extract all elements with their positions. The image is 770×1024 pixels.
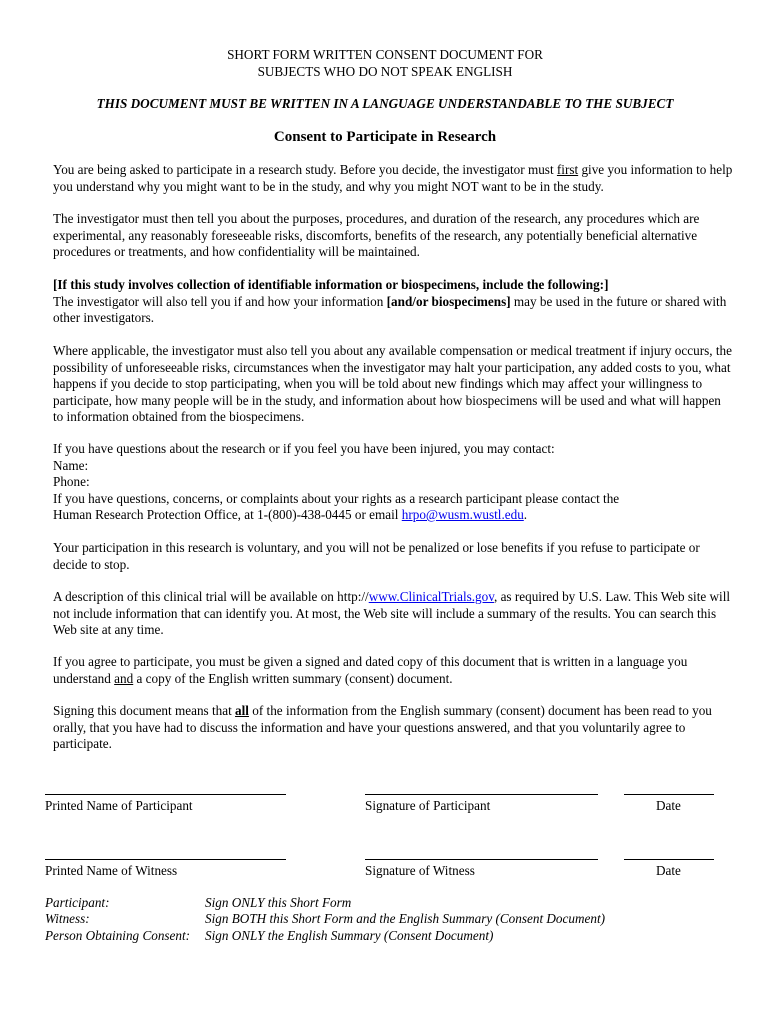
signature-participant-line[interactable] — [365, 794, 598, 795]
contact-intro: If you have questions about the research or if you feel you have been injured, you may contact: — [53, 441, 555, 456]
date-participant-line[interactable] — [624, 794, 714, 795]
contact-hrpo-text: Human Research Protection Office, at 1-(800)-438-0445 or email — [53, 507, 402, 522]
language-instruction: THIS DOCUMENT MUST BE WRITTEN IN A LANGUAGE UNDERSTANDABLE TO THE SUBJECT — [96, 96, 674, 111]
hrpo-email-link[interactable]: hrpo@wusm.wustl.edu — [401, 507, 524, 522]
biospecimens-heading: [If this study involves collection of identifiable information or biospecimens, include the following:] — [53, 277, 609, 292]
signing-text-a: Signing this document means that — [53, 703, 236, 718]
clinicaltrials-link[interactable]: www.ClinicalTrials.gov — [368, 589, 494, 604]
instruction-text-person-obtaining: Sign ONLY the English Summary (Consent Document) — [205, 928, 494, 943]
biospecimens-text-a: The investigator will also tell you if and how your information — [53, 293, 387, 309]
clinical-text-a: A description of this clinical trial will be available on http:// — [53, 589, 369, 604]
intro-text-b: give you information to help you understand why you might want to be in the study, and why you might NOT want to be in the study. — [53, 162, 733, 194]
contact-period: . — [523, 507, 528, 522]
contact-phone-label: Phone: — [53, 474, 90, 489]
instruction-role-participant: Participant: — [45, 895, 110, 910]
date-participant-label: Date — [656, 798, 681, 813]
paragraph-intro — [53, 162, 733, 195]
printed-witness-label: Printed Name of Witness — [45, 863, 178, 878]
instruction-role-person-obtaining: Person Obtaining Consent: — [45, 928, 191, 943]
copy-underlined-word: and — [114, 670, 134, 686]
signing-text-b: of the information from the English summary (consent) document has been read to you orally, that you have had to discuss the information and have your questions answered, and that you voluntarily agree to participate. — [53, 703, 712, 751]
printed-witness-line[interactable] — [45, 859, 286, 860]
paragraph-purposes: The investigator must then tell you about the purposes, procedures, and duration of the research, any procedures which are experimental, any reasonably foreseeable risks, discomforts, benefits of the research, any potentially beneficial alternative procedures or treatments, and how confidentiality will be maintained. — [53, 211, 700, 259]
biospecimens-bold: [and/or biospecimens] — [386, 293, 511, 309]
biospecimens-text-b: may be used in the future or shared with other investigators. — [53, 293, 727, 325]
instruction-text-witness: Sign BOTH this Short Form and the English Summary (Consent Document) — [205, 911, 605, 926]
signature-witness-label: Signature of Witness — [365, 863, 475, 878]
contact-name-label: Name: — [53, 457, 89, 473]
instruction-text-participant: Sign ONLY this Short Form — [205, 895, 352, 910]
signing-emphasis-word: all — [235, 703, 249, 718]
page-subtitle: Consent to Participate in Research — [273, 129, 497, 145]
printed-participant-label: Printed Name of Participant — [45, 798, 193, 813]
title-line-1: SHORT FORM WRITTEN CONSENT DOCUMENT FOR — [227, 47, 543, 62]
paragraph-biospecimens — [53, 277, 733, 327]
paragraph-contact — [53, 441, 733, 524]
title-line-2: SUBJECTS WHO DO NOT SPEAK ENGLISH — [257, 63, 513, 79]
signature-witness-line[interactable] — [365, 859, 598, 860]
copy-text-a: If you agree to participate, you must be given a signed and dated copy of this document that is written in a language you understand — [53, 654, 688, 686]
document-title — [0, 47, 770, 80]
instruction-role-witness: Witness: — [45, 911, 90, 926]
intro-text-a: You are being asked to participate in a research study. Before you decide, the investigator must — [53, 162, 557, 177]
copy-text-b: a copy of the English written summary (consent) document. — [133, 670, 453, 686]
contact-rights-text: If you have questions, concerns, or complaints about your rights as a research participant please contact the — [53, 490, 620, 506]
paragraph-copy — [53, 654, 733, 687]
signature-participant-label: Signature of Participant — [365, 798, 491, 813]
printed-participant-line[interactable] — [45, 794, 286, 795]
paragraph-clinical-trial — [53, 589, 733, 639]
date-witness-line[interactable] — [624, 859, 714, 860]
paragraph-signing — [53, 703, 733, 753]
clinical-text-b: , as required by U.S. Law. This Web site will not include information that can identify you. At most, the Web site will include a summary of the results. You can search this Web site at any time. — [53, 589, 731, 637]
paragraph-applicable: Where applicable, the investigator must also tell you about any available compensation or medical treatment if injury occurs, the possibility of unforeseeable risks, circumstances when the investigator may halt your participation, any added costs to you, what happens if you decide to stop participating, when you will be told about new findings which may affect your willingness to participate, how many people will be in the study, and information about how biospecimens will be used and what will happen to information obtained from the biospecimens. — [53, 343, 732, 424]
date-witness-label: Date — [656, 863, 681, 878]
intro-underlined-word: first — [556, 162, 579, 177]
paragraph-voluntary: Your participation in this research is voluntary, and you will not be penalized or lose benefits if you refuse to participate or decide to stop. — [53, 540, 700, 572]
